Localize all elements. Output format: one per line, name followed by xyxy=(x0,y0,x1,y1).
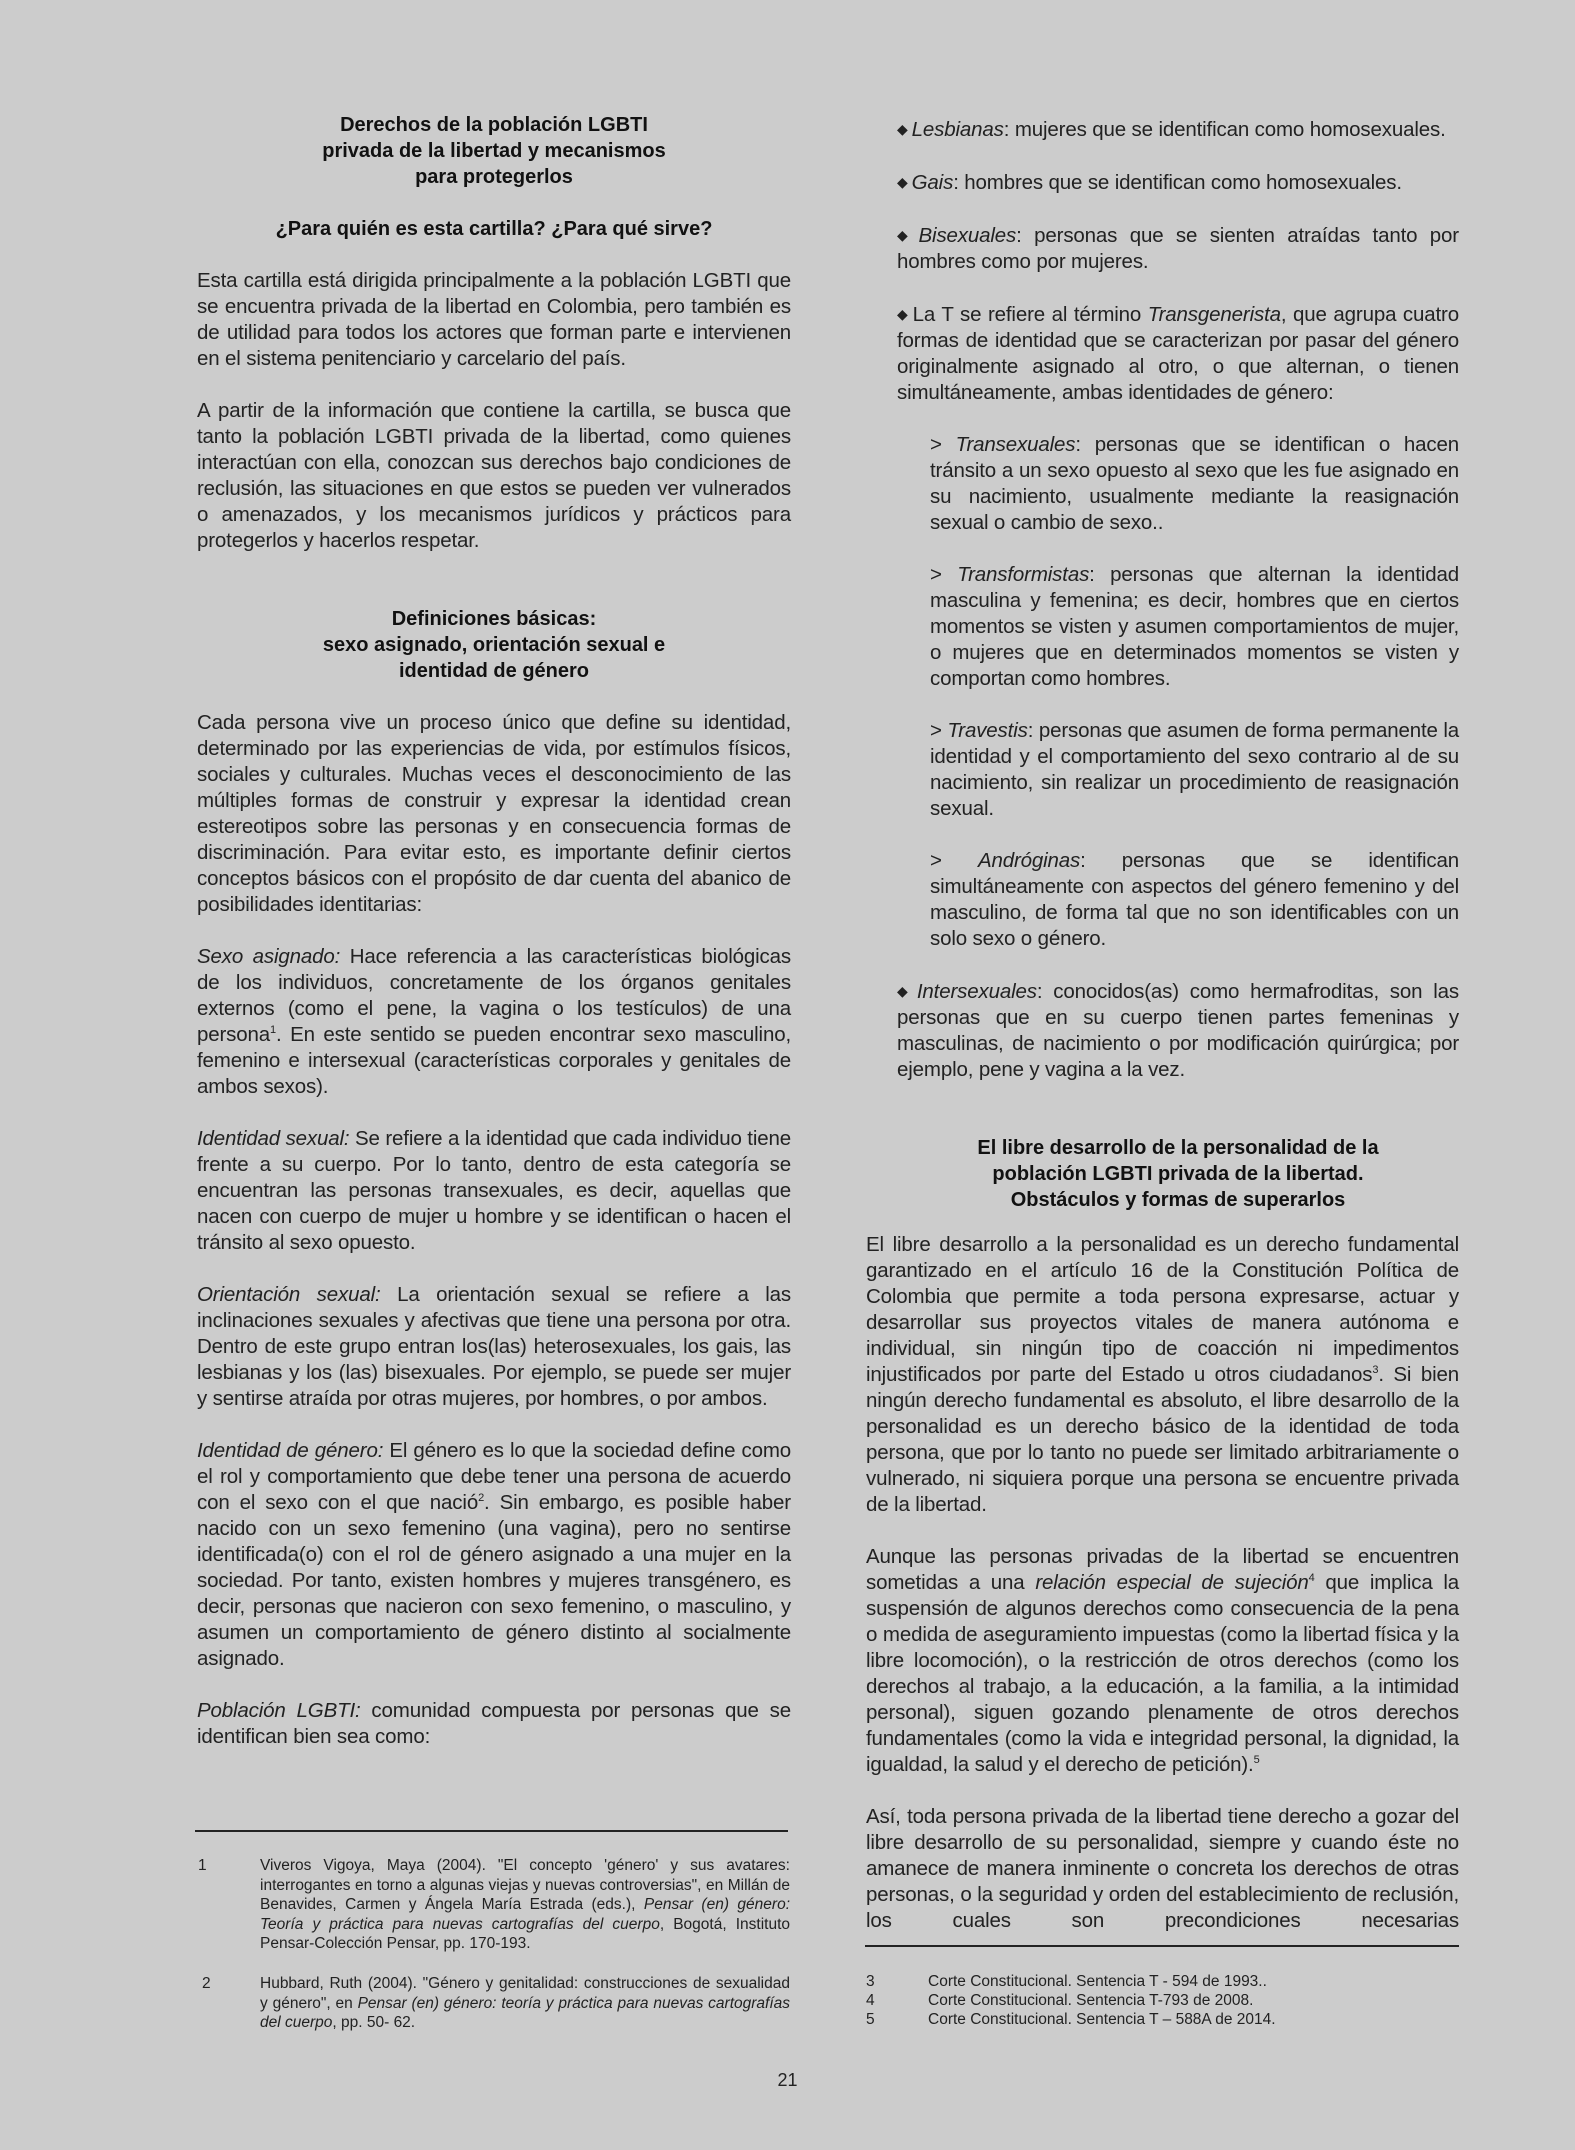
definition-text: La orientación sexual se refiere a las inclinaciones sexuales y afectivas que tiene una persona por otra. Dentro de este grupo entran los(las) heterosexuales, los gais, las lesbianas y los (las) bisexuales. Por ejemplo, se puede ser mujer y sentirse atraída por otras mujeres, por hombres, o por ambos. xyxy=(197,1283,791,1410)
footnote-ref[interactable]: 5 xyxy=(1253,1754,1260,1767)
list-item-intersexuales xyxy=(897,978,1459,1083)
list-text: : conocidos(as) como hermafroditas, son las personas que en su cuerpo tienen partes femeninas y masculinas, de nacimiento o por modificación quirúrgica; por ejemplo, pene y vagina a la vez. xyxy=(897,980,1459,1081)
definition-term: Identidad de género: xyxy=(197,1439,384,1462)
title-line: para protegerlos xyxy=(415,166,573,188)
heading-line: Definiciones básicas: xyxy=(391,608,597,630)
section-heading-purpose: ¿Para quién es esta cartilla? ¿Para qué sirve? xyxy=(275,218,713,240)
heading-line: El libre desarrollo de la personalidad de la xyxy=(977,1137,1379,1159)
footnote-number: 2 xyxy=(202,1975,211,1992)
page-number: 21 xyxy=(777,2070,798,2090)
emphasized-term: relación especial de sujeción xyxy=(1035,1571,1309,1594)
definition-orientacion-sexual xyxy=(197,1282,791,1412)
footnote-number: 4 xyxy=(866,1992,875,2009)
list-term: Gais xyxy=(911,171,954,194)
definition-identidad-genero xyxy=(197,1438,791,1672)
sublist-marker: > xyxy=(930,719,942,742)
definition-text: . Sin embargo, es posible haber nacido con un sexo femenino (una vagina), pero no sentirse identificada(o) con el rol de género asignado a una mujer en la sociedad. Por tanto, existen hombres y mujeres transgénero, es decir, personas que nacieron con sexo femenino, o masculino, y asumen un comportamiento de género distinto al socialmente asignado. xyxy=(197,1491,791,1670)
list-term: Transexuales xyxy=(955,433,1076,456)
list-text: : personas que alternan la identidad masculina y femenina; es decir, hombres que en ciertos momentos se visten y asumen comportamientos de mujer, o mujeres que en determinados momentos se visten y comportan como hombres. xyxy=(930,563,1460,690)
paragraph-asi: Así, toda persona privada de la libertad tiene derecho a gozar del libre desarrollo de su personalidad, siempre y cuando éste no amanece de manera inminente o concreta los derechos de otras personas, o la seguridad y orden del establecimiento de reclusión, los cuales son precondiciones necesarias xyxy=(866,1805,1459,1932)
paragraph-sujecion xyxy=(866,1544,1459,1778)
paragraph-text: Aunque las personas privadas de la libertad se encuentren sometidas a una xyxy=(866,1545,1459,1594)
definition-poblacion-lgbti xyxy=(197,1698,791,1750)
definition-identidad-sexual xyxy=(197,1126,791,1256)
footnote-5 xyxy=(866,2010,1460,2030)
section-heading-definitions xyxy=(197,606,791,684)
list-term: Lesbianas xyxy=(911,118,1004,141)
definitions-intro: Cada persona vive un proceso único que define su identidad, determinado por las experiencias de vida, por estímulos físicos, sociales y culturales. Muchas veces el desconocimiento de las múltiples formas de construir y expresar la identidad crean estereotipos sobre las personas y en consecuencia formas de discriminación. Para evitar esto, es importante definir ciertos conceptos básicos con el propósito de dar cuenta del abanico de posibilidades identitarias: xyxy=(197,711,791,916)
sublist-item-androginas xyxy=(897,848,1459,952)
footnote-2 xyxy=(202,1974,790,2034)
paragraph-text: El libre desarrollo a la personalidad es un derecho fundamental garantizado en el artículo 16 de la Constitución Política de Colombia que permite a toda persona expresarse, actuar y desarrollar sus proyectos vitales de manera autónoma e individual, sin ningún tipo de coacción ni impedimentos injustificados por parte del Estado u otros ciudadanos xyxy=(866,1233,1459,1386)
footnote-ref[interactable]: 4 xyxy=(1308,1572,1315,1585)
heading-line: identidad de género xyxy=(398,660,590,682)
definition-text: comunidad compuesta por personas que se identifican bien sea como: xyxy=(197,1699,791,1748)
right-column-body xyxy=(866,1232,1459,1934)
footnote-ref[interactable]: 3 xyxy=(1372,1364,1379,1377)
footnote-4 xyxy=(866,1991,1460,2011)
intro-paragraph-2: A partir de la información que contiene la cartilla, se busca que tanto la población LGBTI privada de la libertad, como quienes interactúan con ella, conozcan sus derechos bajo condiciones de reclusión, las situaciones en que estos se pueden ver vulnerados o amenazados, y los mecanismos jurídicos y prácticos para protegerlos y hacerlos respetar. xyxy=(197,399,791,552)
diamond-bullet-icon: ◆ xyxy=(897,983,913,999)
diamond-bullet-icon: ◆ xyxy=(897,306,909,322)
footnote-number: 3 xyxy=(866,1973,875,1990)
sublist-item-transexuales xyxy=(897,432,1459,536)
sublist-marker: > xyxy=(930,849,942,872)
list-item-lesbianas xyxy=(897,116,1459,143)
list-text: : personas que se sienten atraídas tanto por hombres como por mujeres. xyxy=(897,224,1459,273)
list-term: Transformistas xyxy=(957,563,1090,586)
footnote-ref[interactable]: 1 xyxy=(270,1024,277,1037)
list-text: , que agrupa cuatro formas de identidad que se caracterizan por pasar del género originalmente asignado al otro, o que alternan, o tienen simultáneamente, ambas identidades de género: xyxy=(897,303,1459,404)
footnote-text-part: Hubbard, Ruth (2004). "Género y genitalidad: construcciones de sexualidad y género", en xyxy=(260,1975,790,2012)
paragraph-text: que implica la suspensión de algunos derechos como consecuencia de la pena o medida de aseguramiento impuestas (como la libertad física y la libre locomoción), o la restricción de otros derechos (como los derechos al trabajo, a la educación, a la familia, a la intimidad personal), siguen gozando plenamente de otros derechos fundamentales (como la vida e integridad personal, la dignidad, la igualdad, la salud y el derecho de petición). xyxy=(866,1571,1459,1776)
footnote-text-part: , Bogotá, Instituto Pensar-Colección Pensar, pp. 170-193. xyxy=(260,1915,790,1952)
footnote-text: Corte Constitucional. Sentencia T-793 de 2008. xyxy=(928,1992,1254,2009)
list-text: : mujeres que se identifican como homosexuales. xyxy=(1003,118,1446,141)
footnote-text: Corte Constitucional. Sentencia T – 588A de 2014. xyxy=(928,2011,1276,2028)
diamond-bullet-icon: ◆ xyxy=(897,121,908,137)
footnote-divider-left xyxy=(195,1830,788,1832)
footnote-title: Pensar (en) género: teoría y práctica para nuevas cartografías del cuerpo xyxy=(260,1994,791,2031)
list-text: La T se refiere al término xyxy=(912,303,1148,326)
footnote-ref[interactable]: 2 xyxy=(478,1492,485,1505)
section-heading-libre-desarrollo xyxy=(897,1135,1459,1213)
diamond-bullet-icon: ◆ xyxy=(897,174,908,190)
list-text: : personas que se identifican o hacen tránsito a un sexo opuesto al sexo que les fue asignado en su nacimiento, usualmente mediante la reasignación sexual o cambio de sexo.. xyxy=(930,433,1460,534)
definition-sexo-asignado xyxy=(197,944,791,1100)
list-text: : personas que asumen de forma permanente la identidad y el comportamiento del sexo contrario al de su nacimiento, sin realizar un procedimiento de reasignación sexual. xyxy=(930,719,1460,820)
left-column xyxy=(197,112,791,1750)
sublist-item-travestis xyxy=(897,718,1459,822)
document-title xyxy=(197,112,791,190)
sublist-item-transformistas xyxy=(897,562,1459,692)
definition-term: Población LGBTI: xyxy=(197,1699,361,1722)
footnote-number: 1 xyxy=(198,1857,207,1874)
definition-text: Hace referencia a las características biológicas de los individuos, concretamente de los órganos genitales externos (como el pene, la vagina o los testículos) de una persona xyxy=(197,945,791,1046)
footnote-text-part: Viveros Vigoya, Maya (2004). "El concepto 'género' y sus avatares: interrogantes en torno a algunas viejas y nuevas controversias", en Millán de Benavides, Carmen y Ángela María Estrada (eds.), xyxy=(260,1857,790,1913)
definition-term: Orientación sexual: xyxy=(197,1283,381,1306)
intro-paragraph-1: Esta cartilla está dirigida principalmente a la población LGBTI que se encuentra privada de la libertad en Colombia, pero también es de utilidad para todos los actores que forman parte e intervienen en el sistema penitenciario y carcelario del país. xyxy=(197,269,791,370)
heading-line: sexo asignado, orientación sexual e xyxy=(322,634,666,656)
heading-line: población LGBTI privada de la libertad. xyxy=(992,1163,1364,1185)
paragraph-libre-desarrollo xyxy=(866,1232,1459,1518)
list-item-trans xyxy=(897,301,1459,406)
heading-line: Obstáculos y formas de superarlos xyxy=(1010,1189,1346,1211)
paragraph-text: . Si bien ningún derecho fundamental es absoluto, el libre desarrollo de la personalidad es un derecho básico de la identidad de toda persona, que por lo tanto no puede ser limitado arbitrariamente o vulnerado, ni siquiera porque una persona se encuentre privada de la libertad. xyxy=(866,1363,1459,1516)
title-line: Derechos de la población LGBTI xyxy=(340,114,648,136)
footnote-divider-right xyxy=(865,1945,1459,1947)
list-item-gais xyxy=(897,169,1459,196)
list-text: : hombres que se identifican como homosexuales. xyxy=(953,171,1402,194)
definition-text: . En este sentido se pueden encontrar sexo masculino, femenino e intersexual (características corporales y genitales de ambos sexos). xyxy=(197,1023,791,1098)
footnote-number: 5 xyxy=(866,2011,875,2028)
footnote-1 xyxy=(198,1856,790,1956)
list-term: Bisexuales xyxy=(918,224,1017,247)
footnote-text xyxy=(260,1856,790,1954)
definition-text: Se refiere a la identidad que cada individuo tiene frente a su cuerpo. Por lo tanto, dentro de esta categoría se encuentran las personas transexuales, es decir, aquellas que nacen con cuerpo de mujer u hombre y se identifican o hacen el tránsito al sexo opuesto. xyxy=(197,1127,791,1254)
footnote-text-part: , pp. 50- 62. xyxy=(332,2014,416,2031)
footnote-text xyxy=(260,1974,790,2033)
footnote-3 xyxy=(866,1972,1460,1992)
list-term: Andróginas xyxy=(977,849,1081,872)
diamond-bullet-icon: ◆ xyxy=(897,227,915,243)
right-column xyxy=(897,116,1459,1213)
sublist-marker: > xyxy=(930,433,942,456)
definition-term: Sexo asignado: xyxy=(197,945,341,968)
list-term: Travestis xyxy=(947,719,1028,742)
definition-text: El género es lo que la sociedad define como el rol y comportamiento que debe tener una persona de acuerdo con el sexo con el que nació xyxy=(197,1439,792,1514)
title-line: privada de la libertad y mecanismos xyxy=(322,140,666,162)
list-text: : personas que se identifican simultáneamente con aspectos del género femenino y del masculino, de forma tal que no son identificables con un solo sexo o género. xyxy=(930,849,1460,950)
definition-term: Identidad sexual: xyxy=(197,1127,350,1150)
sublist-marker: > xyxy=(930,563,942,586)
footnote-title: Pensar (en) género: Teoría y práctica para nuevas cartografías del cuerpo xyxy=(260,1896,790,1933)
list-item-bisexuales xyxy=(897,222,1459,275)
list-term: Intersexuales xyxy=(916,980,1037,1003)
footnote-text: Corte Constitucional. Sentencia T - 594 de 1993.. xyxy=(928,1973,1267,1990)
list-term: Transgenerista xyxy=(1147,303,1281,326)
